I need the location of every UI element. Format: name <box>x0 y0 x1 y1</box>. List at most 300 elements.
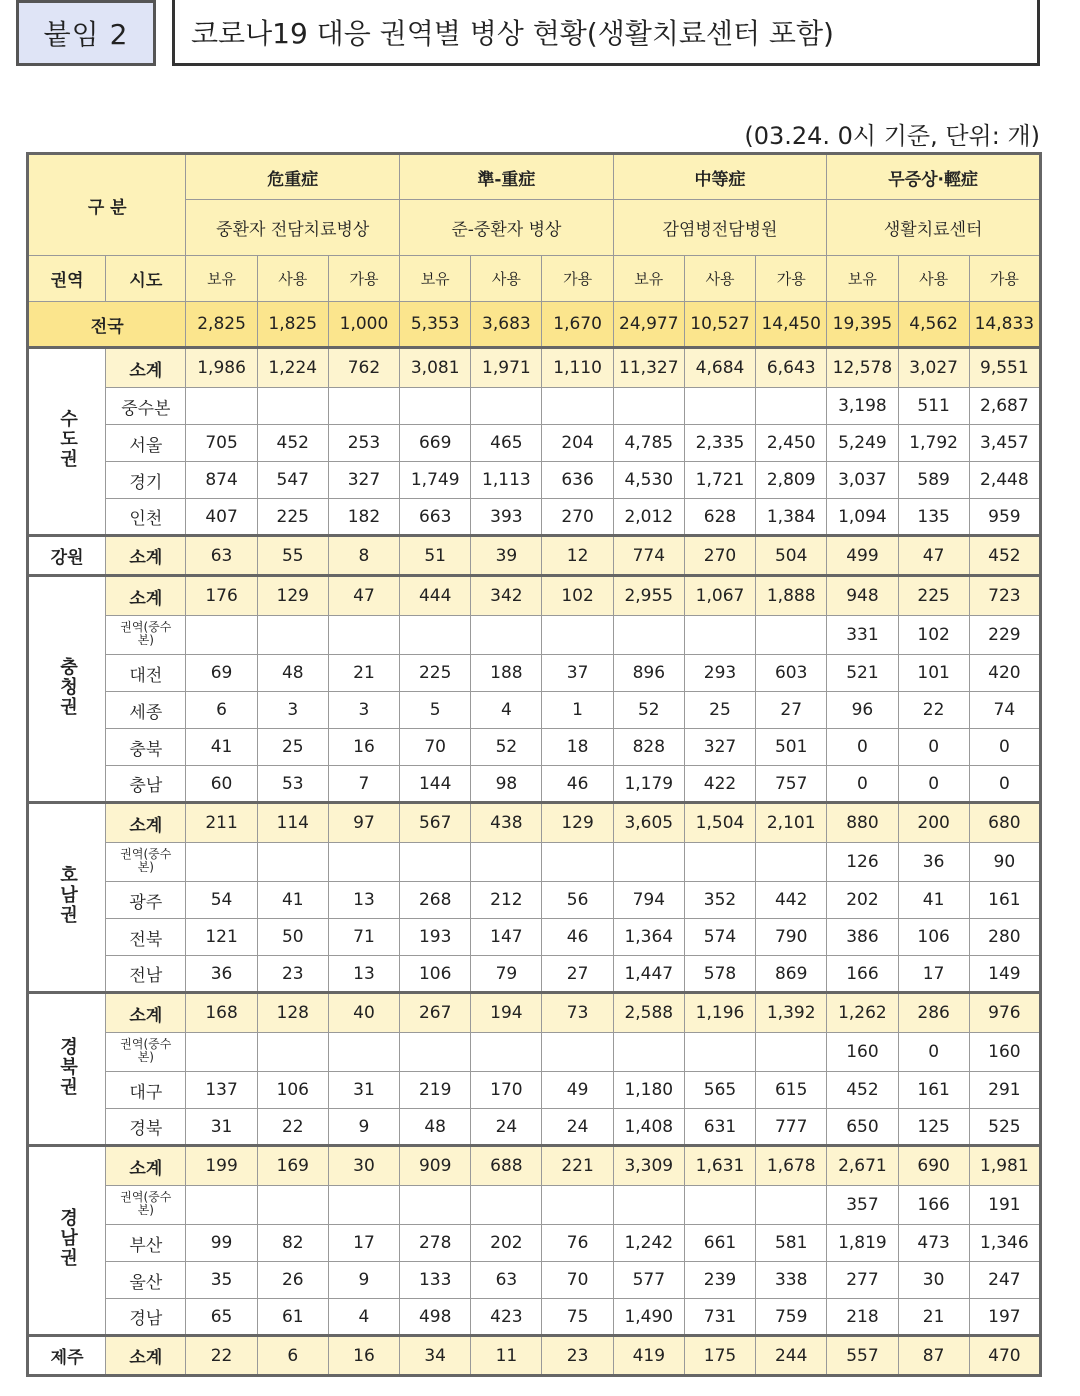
table-cell: 688 <box>471 1146 542 1186</box>
table-cell: 757 <box>756 766 827 803</box>
table-cell: 874 <box>186 462 257 499</box>
table-cell: 759 <box>756 1299 827 1336</box>
table-cell: 9 <box>328 1262 399 1299</box>
sido-label <box>106 1109 186 1146</box>
table-cell: 6 <box>186 692 257 729</box>
table-cell: 631 <box>684 1109 755 1146</box>
subcol-header: 가용 <box>328 256 399 302</box>
table-cell: 3 <box>257 692 328 729</box>
table-cell: 6 <box>257 1336 328 1376</box>
table-cell: 0 <box>827 766 898 803</box>
table-cell: 102 <box>898 616 969 655</box>
table-cell: 98 <box>471 766 542 803</box>
region-name: 호남권 <box>57 865 79 925</box>
table-cell: 114 <box>257 803 328 843</box>
table-cell <box>613 616 684 655</box>
table-cell: 9 <box>328 1109 399 1146</box>
table-cell <box>684 388 755 425</box>
table-cell <box>756 616 827 655</box>
table-cell: 229 <box>969 616 1040 655</box>
table-cell: 1,094 <box>827 499 898 536</box>
table-cell: 407 <box>186 499 257 536</box>
region-label <box>28 348 106 536</box>
sido-name: 서울 <box>129 435 163 456</box>
table-cell: 191 <box>969 1186 1040 1225</box>
table-cell: 121 <box>186 919 257 956</box>
table-cell <box>542 843 613 882</box>
table-cell: 438 <box>471 803 542 843</box>
subcol-header: 보유 <box>613 256 684 302</box>
sido-name: 소계 <box>129 1158 163 1179</box>
table-row <box>28 1336 1041 1376</box>
table-cell: 731 <box>684 1299 755 1336</box>
sido-name: 전북 <box>129 929 163 950</box>
sido-col-header: 시도 <box>106 256 186 302</box>
table-cell: 498 <box>400 1299 471 1336</box>
table-cell: 1,179 <box>613 766 684 803</box>
table-cell: 3,081 <box>400 348 471 388</box>
table-cell: 1,631 <box>684 1146 755 1186</box>
table-row <box>28 1262 1041 1299</box>
table-cell: 175 <box>684 1336 755 1376</box>
table-cell: 452 <box>969 536 1040 576</box>
table-cell <box>400 1033 471 1072</box>
table-cell: 202 <box>827 882 898 919</box>
sido-label <box>106 1072 186 1109</box>
table-cell: 73 <box>542 993 613 1033</box>
table-cell: 499 <box>827 536 898 576</box>
table-cell: 777 <box>756 1109 827 1146</box>
table-cell: 1,384 <box>756 499 827 536</box>
sido-label <box>106 729 186 766</box>
table-row <box>28 536 1041 576</box>
table-cell: 137 <box>186 1072 257 1109</box>
region-name: 수도권 <box>57 409 79 469</box>
sido-name: 충남 <box>129 776 163 796</box>
sido-label <box>106 425 186 462</box>
national-cell: 19,395 <box>827 302 898 348</box>
sido-label <box>106 803 186 843</box>
sido-name: 소계 <box>129 548 163 568</box>
table-cell: 48 <box>257 655 328 692</box>
sido-label <box>106 348 186 388</box>
table-cell: 1,242 <box>613 1225 684 1262</box>
table-cell: 1,678 <box>756 1146 827 1186</box>
sido-label <box>106 692 186 729</box>
table-cell: 357 <box>827 1186 898 1225</box>
table-cell: 41 <box>186 729 257 766</box>
table-cell: 386 <box>827 919 898 956</box>
table-cell <box>400 616 471 655</box>
table-cell: 4,530 <box>613 462 684 499</box>
table-cell: 69 <box>186 655 257 692</box>
subcol-header: 가용 <box>542 256 613 302</box>
table-cell: 218 <box>827 1299 898 1336</box>
table-cell: 3 <box>328 692 399 729</box>
table-cell: 578 <box>684 956 755 993</box>
table-cell: 577 <box>613 1262 684 1299</box>
table-cell: 199 <box>186 1146 257 1186</box>
table-cell: 636 <box>542 462 613 499</box>
table-cell: 1,364 <box>613 919 684 956</box>
table-cell: 1,490 <box>613 1299 684 1336</box>
table-cell <box>613 1033 684 1072</box>
table-cell: 331 <box>827 616 898 655</box>
sido-label <box>106 499 186 536</box>
table-cell: 277 <box>827 1262 898 1299</box>
table-cell: 22 <box>257 1109 328 1146</box>
table-cell: 1,262 <box>827 993 898 1033</box>
table-cell: 628 <box>684 499 755 536</box>
table-cell <box>186 1033 257 1072</box>
table-cell <box>542 616 613 655</box>
table-cell: 219 <box>400 1072 471 1109</box>
table-cell: 34 <box>400 1336 471 1376</box>
table-cell: 22 <box>186 1336 257 1376</box>
table-cell: 149 <box>969 956 1040 993</box>
table-cell: 12,578 <box>827 348 898 388</box>
table-row <box>28 616 1041 655</box>
table-cell <box>756 1186 827 1225</box>
table-cell <box>186 616 257 655</box>
table-cell: 1,067 <box>684 576 755 616</box>
table-cell: 52 <box>613 692 684 729</box>
table-cell: 144 <box>400 766 471 803</box>
table-cell: 393 <box>471 499 542 536</box>
table-cell: 49 <box>542 1072 613 1109</box>
table-cell: 896 <box>613 655 684 692</box>
table-cell: 291 <box>969 1072 1040 1109</box>
table-cell: 1,888 <box>756 576 827 616</box>
table-cell: 48 <box>400 1109 471 1146</box>
sido-label <box>106 1146 186 1186</box>
sido-name: 소계 <box>129 360 163 381</box>
table-cell: 221 <box>542 1146 613 1186</box>
sido-label <box>106 766 186 803</box>
sido-label <box>106 536 186 576</box>
table-cell: 2,588 <box>613 993 684 1033</box>
bed-status-table <box>26 152 1042 1377</box>
table-cell: 63 <box>186 536 257 576</box>
sido-name: 부산 <box>129 1235 163 1256</box>
table-cell: 24 <box>542 1109 613 1146</box>
national-cell: 14,833 <box>969 302 1040 348</box>
table-cell: 1,721 <box>684 462 755 499</box>
table-cell: 444 <box>400 576 471 616</box>
sido-name: 인천 <box>129 509 163 529</box>
table-cell: 166 <box>898 1186 969 1225</box>
table-cell: 197 <box>969 1299 1040 1336</box>
subcol-header: 가용 <box>969 256 1040 302</box>
table-cell: 762 <box>328 348 399 388</box>
table-cell: 420 <box>969 655 1040 692</box>
table-cell: 1,408 <box>613 1109 684 1146</box>
region-label <box>28 536 106 576</box>
table-cell: 129 <box>542 803 613 843</box>
sido-name: 경기 <box>129 472 163 493</box>
table-cell <box>186 843 257 882</box>
table-cell: 128 <box>257 993 328 1033</box>
sido-name: 권역(중수본) <box>120 620 172 647</box>
table-cell: 0 <box>898 766 969 803</box>
subcol-header: 사용 <box>257 256 328 302</box>
sido-name: 세종 <box>129 702 163 723</box>
table-cell: 135 <box>898 499 969 536</box>
table-row <box>28 843 1041 882</box>
table-cell: 188 <box>471 655 542 692</box>
table-cell: 521 <box>827 655 898 692</box>
table-cell: 125 <box>898 1109 969 1146</box>
table-cell: 501 <box>756 729 827 766</box>
table-cell: 90 <box>969 843 1040 882</box>
table-cell: 661 <box>684 1225 755 1262</box>
region-name: 강원 <box>50 548 84 568</box>
table-cell: 286 <box>898 993 969 1033</box>
table-row <box>28 462 1041 499</box>
table-cell: 11 <box>471 1336 542 1376</box>
table-cell: 133 <box>400 1262 471 1299</box>
table-cell: 690 <box>898 1146 969 1186</box>
table-cell <box>328 1186 399 1225</box>
table-cell: 0 <box>898 729 969 766</box>
table-cell: 56 <box>542 882 613 919</box>
table-cell: 959 <box>969 499 1040 536</box>
table-cell: 51 <box>400 536 471 576</box>
table-cell <box>542 1033 613 1072</box>
table-cell: 2,101 <box>756 803 827 843</box>
table-cell: 511 <box>898 388 969 425</box>
table-cell <box>257 1033 328 1072</box>
table-cell: 948 <box>827 576 898 616</box>
region-name: 충청권 <box>57 656 79 717</box>
unit-note: (03.24. 0시 기준, 단위: 개) <box>744 122 1040 150</box>
table-cell: 8 <box>328 536 399 576</box>
table-cell: 166 <box>827 956 898 993</box>
subcol-header: 보유 <box>400 256 471 302</box>
table-cell: 1 <box>542 692 613 729</box>
table-row <box>28 919 1041 956</box>
table-cell: 70 <box>542 1262 613 1299</box>
sido-name: 중수본 <box>121 398 171 419</box>
table-cell: 880 <box>827 803 898 843</box>
sido-label <box>106 843 186 882</box>
table-cell: 53 <box>257 766 328 803</box>
table-cell: 176 <box>186 576 257 616</box>
table-cell: 3,605 <box>613 803 684 843</box>
sido-label <box>106 1225 186 1262</box>
sido-name: 대전 <box>129 665 163 686</box>
table-cell: 650 <box>827 1109 898 1146</box>
table-row <box>28 692 1041 729</box>
table-cell: 30 <box>898 1262 969 1299</box>
attachment-label: 붙임 2 <box>43 18 129 51</box>
table-cell: 1,981 <box>969 1146 1040 1186</box>
table-cell: 102 <box>542 576 613 616</box>
table-cell: 0 <box>969 766 1040 803</box>
table-cell <box>756 843 827 882</box>
table-row <box>28 1109 1041 1146</box>
sido-label <box>106 616 186 655</box>
table-cell: 442 <box>756 882 827 919</box>
table-row <box>28 1146 1041 1186</box>
table-cell: 1,447 <box>613 956 684 993</box>
table-cell <box>471 1033 542 1072</box>
national-cell: 24,977 <box>613 302 684 348</box>
table-cell: 278 <box>400 1225 471 1262</box>
table-cell: 663 <box>400 499 471 536</box>
table-cell: 12 <box>542 536 613 576</box>
table-row <box>28 803 1041 843</box>
table-cell: 3,309 <box>613 1146 684 1186</box>
table-cell <box>756 1033 827 1072</box>
group-cat-header: 무증상·輕症 <box>827 154 1041 200</box>
sido-name: 소계 <box>129 1348 163 1368</box>
table-cell <box>684 843 755 882</box>
table-row <box>28 499 1041 536</box>
table-cell: 774 <box>613 536 684 576</box>
table-cell: 557 <box>827 1336 898 1376</box>
table-cell: 76 <box>542 1225 613 1262</box>
group-cat-header: 準-重症 <box>400 154 614 200</box>
sido-name: 소계 <box>129 1005 163 1026</box>
table-cell: 101 <box>898 655 969 692</box>
table-cell: 589 <box>898 462 969 499</box>
table-cell: 0 <box>969 729 1040 766</box>
sido-name: 권역(중수본) <box>120 847 172 874</box>
table-cell: 147 <box>471 919 542 956</box>
table-cell: 452 <box>257 425 328 462</box>
table-cell: 615 <box>756 1072 827 1109</box>
table-cell: 225 <box>257 499 328 536</box>
table-cell: 36 <box>186 956 257 993</box>
region-name: 경북권 <box>57 1036 79 1097</box>
table-cell: 1,986 <box>186 348 257 388</box>
table-cell <box>613 388 684 425</box>
table-cell: 193 <box>400 919 471 956</box>
table-cell: 603 <box>756 655 827 692</box>
table-cell: 247 <box>969 1262 1040 1299</box>
table-row <box>28 1072 1041 1109</box>
table-cell: 3,457 <box>969 425 1040 462</box>
sido-label <box>106 462 186 499</box>
region-label <box>28 1146 106 1336</box>
national-cell: 5,353 <box>400 302 471 348</box>
sido-label <box>106 1186 186 1225</box>
table-cell: 96 <box>827 692 898 729</box>
table-cell: 169 <box>257 1146 328 1186</box>
table-cell: 160 <box>827 1033 898 1072</box>
national-cell: 4,562 <box>898 302 969 348</box>
table-cell: 1,792 <box>898 425 969 462</box>
sido-label <box>106 1262 186 1299</box>
table-cell: 567 <box>400 803 471 843</box>
sido-name: 소계 <box>129 815 163 836</box>
table-cell: 161 <box>969 882 1040 919</box>
table-cell: 9,551 <box>969 348 1040 388</box>
region-label <box>28 576 106 803</box>
table-row <box>28 655 1041 692</box>
table-cell: 211 <box>186 803 257 843</box>
table-row <box>28 576 1041 616</box>
table-cell: 65 <box>186 1299 257 1336</box>
table-cell: 41 <box>257 882 328 919</box>
table-cell: 3,027 <box>898 348 969 388</box>
table-cell: 24 <box>471 1109 542 1146</box>
table-cell: 47 <box>898 536 969 576</box>
table-cell: 574 <box>684 919 755 956</box>
table-cell: 31 <box>186 1109 257 1146</box>
table-cell: 106 <box>257 1072 328 1109</box>
table-cell: 909 <box>400 1146 471 1186</box>
table-cell: 1,113 <box>471 462 542 499</box>
region-name: 제주 <box>50 1348 84 1368</box>
table-cell: 35 <box>186 1262 257 1299</box>
table-row <box>28 1225 1041 1262</box>
table-cell: 46 <box>542 919 613 956</box>
national-label: 전국 <box>28 302 186 348</box>
table-cell <box>542 1186 613 1225</box>
table-cell: 4 <box>471 692 542 729</box>
table-cell: 23 <box>542 1336 613 1376</box>
table-cell <box>328 616 399 655</box>
table-cell: 0 <box>827 729 898 766</box>
table-cell: 422 <box>684 766 755 803</box>
sido-label <box>106 993 186 1033</box>
table-cell: 75 <box>542 1299 613 1336</box>
table-cell: 61 <box>257 1299 328 1336</box>
subcol-header: 사용 <box>684 256 755 302</box>
table-row <box>28 1299 1041 1336</box>
table-cell: 212 <box>471 882 542 919</box>
table-cell: 239 <box>684 1262 755 1299</box>
table-cell: 1,749 <box>400 462 471 499</box>
table-cell: 473 <box>898 1225 969 1262</box>
table-cell <box>400 388 471 425</box>
national-cell: 1,000 <box>328 302 399 348</box>
subcol-header: 보유 <box>186 256 257 302</box>
table-cell: 352 <box>684 882 755 919</box>
table-cell: 31 <box>328 1072 399 1109</box>
table-cell: 280 <box>969 919 1040 956</box>
national-cell: 3,683 <box>471 302 542 348</box>
table-cell: 470 <box>969 1336 1040 1376</box>
table-cell: 16 <box>328 729 399 766</box>
table-cell: 680 <box>969 803 1040 843</box>
table-cell: 168 <box>186 993 257 1033</box>
table-cell: 1,224 <box>257 348 328 388</box>
national-cell: 2,825 <box>186 302 257 348</box>
table-cell: 54 <box>186 882 257 919</box>
table-cell <box>328 388 399 425</box>
table-cell: 41 <box>898 882 969 919</box>
table-cell: 18 <box>542 729 613 766</box>
table-cell: 525 <box>969 1109 1040 1146</box>
sido-name: 울산 <box>129 1272 163 1293</box>
sido-name: 소계 <box>129 588 163 609</box>
group-name-header: 준-중환자 병상 <box>400 200 614 256</box>
table-cell: 2,012 <box>613 499 684 536</box>
table-cell: 4,684 <box>684 348 755 388</box>
national-cell: 1,825 <box>257 302 328 348</box>
table-cell: 25 <box>684 692 755 729</box>
table-cell <box>328 1033 399 1072</box>
sido-label <box>106 1299 186 1336</box>
region-label <box>28 1336 106 1376</box>
table-cell <box>684 616 755 655</box>
table-cell <box>471 843 542 882</box>
table-cell: 2,448 <box>969 462 1040 499</box>
table-cell <box>257 388 328 425</box>
